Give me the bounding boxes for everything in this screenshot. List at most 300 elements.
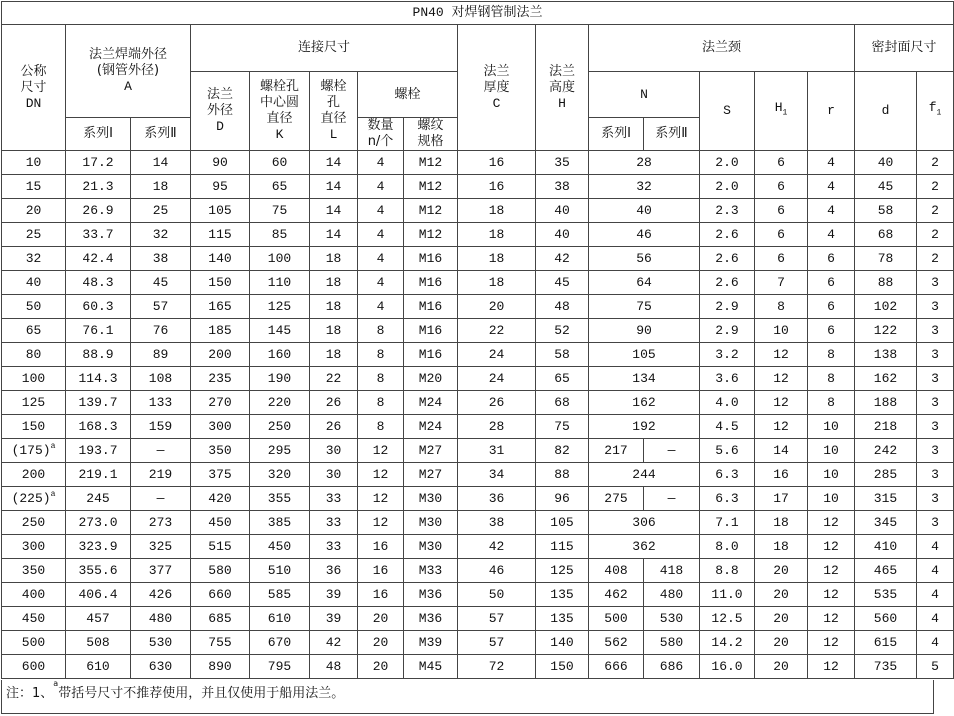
cell-h: 82 bbox=[536, 439, 589, 463]
bolt-thread-line1: 螺纹 bbox=[417, 118, 444, 133]
cell-thread: M16 bbox=[404, 343, 458, 367]
cell-n: 4 bbox=[358, 199, 404, 223]
cell-d: 150 bbox=[191, 271, 250, 295]
table-row bbox=[2, 487, 954, 511]
cell-dn-value: 20 bbox=[25, 202, 42, 218]
cell-n-series1: 408 bbox=[589, 559, 644, 583]
cell-n-merged: 28 bbox=[589, 151, 700, 175]
cell-n-series2: — bbox=[644, 487, 700, 511]
cell-h1: 6 bbox=[755, 175, 808, 199]
cell-d: 102 bbox=[855, 295, 917, 319]
cell-d: 515 bbox=[191, 535, 250, 559]
cell-thread: M24 bbox=[404, 415, 458, 439]
cell-n: 4 bbox=[358, 271, 404, 295]
table-row bbox=[2, 583, 954, 607]
cell-n-series2: 418 bbox=[644, 559, 700, 583]
cell-thread: M16 bbox=[404, 319, 458, 343]
n-series2-header: 系列Ⅱ bbox=[644, 118, 700, 151]
flange-table bbox=[1, 1, 954, 679]
cell-n-merged: 46 bbox=[589, 223, 700, 247]
cell-f1: 2 bbox=[917, 223, 954, 247]
cell-s: 2.3 bbox=[700, 199, 755, 223]
cell-h: 40 bbox=[536, 223, 589, 247]
cell-n: 8 bbox=[358, 319, 404, 343]
cell-d: 200 bbox=[191, 343, 250, 367]
bolt-qty-line2: n/个 bbox=[367, 134, 394, 149]
cell-n: 20 bbox=[358, 607, 404, 631]
cell-r: 6 bbox=[808, 319, 855, 343]
cell-k: 110 bbox=[250, 271, 310, 295]
k-header-line2: 中心圆 bbox=[259, 95, 299, 110]
table-row bbox=[2, 439, 954, 463]
cell-n-merged: 105 bbox=[589, 343, 700, 367]
cell-n: 12 bbox=[358, 463, 404, 487]
cell-s: 4.5 bbox=[700, 415, 755, 439]
cell-thread: M30 bbox=[404, 535, 458, 559]
table-row bbox=[2, 655, 954, 679]
table-row bbox=[2, 631, 954, 655]
cell-n-merged: 134 bbox=[589, 367, 700, 391]
cell-d: 78 bbox=[855, 247, 917, 271]
cell-l: 18 bbox=[310, 343, 358, 367]
d-outer-header bbox=[191, 72, 250, 151]
f1-header bbox=[917, 72, 954, 151]
cell-dn bbox=[2, 583, 66, 607]
cell-d: 235 bbox=[191, 367, 250, 391]
table-row bbox=[2, 271, 954, 295]
cell-a1: 273.0 bbox=[66, 511, 131, 535]
cell-f1: 3 bbox=[917, 367, 954, 391]
cell-a1: 610 bbox=[66, 655, 131, 679]
cell-dn-value: 100 bbox=[21, 370, 46, 386]
c-header-line3: C bbox=[492, 95, 501, 111]
cell-n: 12 bbox=[358, 511, 404, 535]
d-outer-line2: 外径 bbox=[206, 103, 233, 118]
cell-a1: 88.9 bbox=[66, 343, 131, 367]
cell-c: 16 bbox=[458, 175, 536, 199]
cell-k: 670 bbox=[250, 631, 310, 655]
cell-a2: 426 bbox=[131, 583, 191, 607]
cell-h: 52 bbox=[536, 319, 589, 343]
cell-s: 2.0 bbox=[700, 175, 755, 199]
cell-a1: 17.2 bbox=[66, 151, 131, 175]
l-header-line2: 孔 bbox=[326, 95, 340, 110]
cell-l: 18 bbox=[310, 319, 358, 343]
cell-d: 40 bbox=[855, 151, 917, 175]
cell-a2: 45 bbox=[131, 271, 191, 295]
cell-d: 285 bbox=[855, 463, 917, 487]
cell-h: 96 bbox=[536, 487, 589, 511]
cell-dn bbox=[2, 223, 66, 247]
cell-a2: 108 bbox=[131, 367, 191, 391]
cell-dn bbox=[2, 295, 66, 319]
cell-n: 8 bbox=[358, 391, 404, 415]
cell-d: 755 bbox=[191, 631, 250, 655]
h-header-line2: 高度 bbox=[548, 79, 575, 95]
cell-c: 42 bbox=[458, 535, 536, 559]
cell-d: 188 bbox=[855, 391, 917, 415]
cell-s: 16.0 bbox=[700, 655, 755, 679]
l-header-line4: L bbox=[329, 127, 338, 142]
h1-header bbox=[755, 72, 808, 151]
cell-k: 85 bbox=[250, 223, 310, 247]
cell-k: 510 bbox=[250, 559, 310, 583]
cell-thread: M36 bbox=[404, 607, 458, 631]
cell-r: 10 bbox=[808, 439, 855, 463]
cell-dn bbox=[2, 487, 66, 511]
cell-d: 450 bbox=[191, 511, 250, 535]
cell-f1: 3 bbox=[917, 343, 954, 367]
cell-c: 16 bbox=[458, 151, 536, 175]
cell-h1: 12 bbox=[755, 391, 808, 415]
h-header bbox=[536, 25, 589, 151]
cell-dn-value: 350 bbox=[21, 562, 46, 578]
cell-f1: 3 bbox=[917, 295, 954, 319]
cell-h: 115 bbox=[536, 535, 589, 559]
cell-n-series1: 666 bbox=[589, 655, 644, 679]
cell-k: 190 bbox=[250, 367, 310, 391]
bolt-qty-line1: 数量 bbox=[367, 118, 394, 133]
cell-n-merged: 244 bbox=[589, 463, 700, 487]
cell-dn bbox=[2, 367, 66, 391]
cell-dn bbox=[2, 607, 66, 631]
cell-dn-value: 65 bbox=[25, 322, 42, 338]
cell-f1: 3 bbox=[917, 319, 954, 343]
cell-r: 12 bbox=[808, 631, 855, 655]
cell-k: 320 bbox=[250, 463, 310, 487]
cell-h: 150 bbox=[536, 655, 589, 679]
table-row bbox=[2, 295, 954, 319]
cell-h1: 20 bbox=[755, 631, 808, 655]
cell-s: 6.3 bbox=[700, 487, 755, 511]
cell-s: 2.9 bbox=[700, 295, 755, 319]
cell-a2: 325 bbox=[131, 535, 191, 559]
cell-a1: 219.1 bbox=[66, 463, 131, 487]
cell-n-series2: 580 bbox=[644, 631, 700, 655]
cell-h: 140 bbox=[536, 631, 589, 655]
cell-a1: 168.3 bbox=[66, 415, 131, 439]
cell-dn bbox=[2, 415, 66, 439]
cell-n-series2: 480 bbox=[644, 583, 700, 607]
cell-l: 36 bbox=[310, 559, 358, 583]
cell-thread: M30 bbox=[404, 511, 458, 535]
cell-n-merged: 162 bbox=[589, 391, 700, 415]
cell-h1: 17 bbox=[755, 487, 808, 511]
cell-a1: 193.7 bbox=[66, 439, 131, 463]
cell-dn-value: 125 bbox=[21, 394, 46, 410]
cell-c: 20 bbox=[458, 295, 536, 319]
cell-dn-sup: a bbox=[50, 489, 56, 499]
cell-r: 8 bbox=[808, 367, 855, 391]
cell-k: 145 bbox=[250, 319, 310, 343]
cell-h1: 18 bbox=[755, 535, 808, 559]
cell-d: 465 bbox=[855, 559, 917, 583]
cell-h: 105 bbox=[536, 511, 589, 535]
cell-n: 12 bbox=[358, 487, 404, 511]
cell-k: 385 bbox=[250, 511, 310, 535]
cell-n: 16 bbox=[358, 583, 404, 607]
cell-n: 4 bbox=[358, 175, 404, 199]
cell-f1: 2 bbox=[917, 175, 954, 199]
table-row bbox=[2, 175, 954, 199]
footnote-text: 带括号尺寸不推荐使用，并且仅使用于船用法兰。 bbox=[58, 686, 345, 701]
cell-dn-value: 150 bbox=[21, 418, 46, 434]
cell-d: 185 bbox=[191, 319, 250, 343]
cell-c: 57 bbox=[458, 607, 536, 631]
cell-k: 610 bbox=[250, 607, 310, 631]
cell-dn-value: 300 bbox=[21, 538, 46, 554]
cell-n-series1: 462 bbox=[589, 583, 644, 607]
cell-n: 16 bbox=[358, 535, 404, 559]
cell-h1: 6 bbox=[755, 223, 808, 247]
cell-h1: 6 bbox=[755, 151, 808, 175]
cell-c: 24 bbox=[458, 367, 536, 391]
footnote-sup: a bbox=[53, 679, 59, 688]
cell-dn bbox=[2, 319, 66, 343]
cell-dn bbox=[2, 535, 66, 559]
cell-a1: 21.3 bbox=[66, 175, 131, 199]
c-header-line2: 厚度 bbox=[483, 79, 510, 95]
cell-l: 14 bbox=[310, 151, 358, 175]
h1-header-main: H bbox=[774, 100, 783, 116]
cell-dn bbox=[2, 343, 66, 367]
cell-f1: 2 bbox=[917, 247, 954, 271]
cell-h: 40 bbox=[536, 199, 589, 223]
cell-d: 350 bbox=[191, 439, 250, 463]
cell-d: 580 bbox=[191, 559, 250, 583]
cell-d: 735 bbox=[855, 655, 917, 679]
cell-n-merged: 40 bbox=[589, 199, 700, 223]
cell-k: 355 bbox=[250, 487, 310, 511]
cell-d: 138 bbox=[855, 343, 917, 367]
cell-h1: 6 bbox=[755, 199, 808, 223]
cell-dn-sup: a bbox=[50, 441, 56, 451]
cell-s: 2.0 bbox=[700, 151, 755, 175]
cell-l: 30 bbox=[310, 463, 358, 487]
cell-f1: 3 bbox=[917, 439, 954, 463]
cell-r: 10 bbox=[808, 463, 855, 487]
cell-k: 795 bbox=[250, 655, 310, 679]
cell-n: 8 bbox=[358, 415, 404, 439]
cell-dn-value: 25 bbox=[25, 226, 42, 242]
cell-dn bbox=[2, 247, 66, 271]
cell-c: 18 bbox=[458, 247, 536, 271]
bolt-thread-line2: 规格 bbox=[417, 134, 444, 149]
cell-r: 4 bbox=[808, 175, 855, 199]
cell-c: 50 bbox=[458, 583, 536, 607]
cell-h: 45 bbox=[536, 271, 589, 295]
cell-thread: M12 bbox=[404, 151, 458, 175]
cell-c: 24 bbox=[458, 343, 536, 367]
cell-r: 4 bbox=[808, 223, 855, 247]
d-outer-line1: 法兰 bbox=[206, 87, 233, 102]
cell-thread: M16 bbox=[404, 271, 458, 295]
cell-n: 12 bbox=[358, 439, 404, 463]
cell-thread: M12 bbox=[404, 223, 458, 247]
cell-n-series1: 217 bbox=[589, 439, 644, 463]
cell-f1: 3 bbox=[917, 415, 954, 439]
k-header-line4: K bbox=[275, 127, 284, 142]
cell-dn-value: 80 bbox=[25, 346, 42, 362]
k-header-line1: 螺栓孔 bbox=[259, 79, 299, 94]
cell-h1: 8 bbox=[755, 295, 808, 319]
cell-a2: 14 bbox=[131, 151, 191, 175]
neck-header: 法兰颈 bbox=[589, 25, 855, 72]
cell-n: 20 bbox=[358, 631, 404, 655]
cell-thread: M33 bbox=[404, 559, 458, 583]
cell-d: 95 bbox=[191, 175, 250, 199]
c-header bbox=[458, 25, 536, 151]
cell-r: 10 bbox=[808, 415, 855, 439]
h-header-line1: 法兰 bbox=[548, 63, 575, 79]
cell-h: 75 bbox=[536, 415, 589, 439]
cell-d: 560 bbox=[855, 607, 917, 631]
l-header-line3: 直径 bbox=[320, 111, 347, 126]
cell-d: 122 bbox=[855, 319, 917, 343]
cell-thread: M45 bbox=[404, 655, 458, 679]
cell-r: 8 bbox=[808, 391, 855, 415]
cell-dn-value: 600 bbox=[21, 658, 46, 674]
dn-header-line2: 尺寸 bbox=[20, 79, 47, 95]
cell-c: 22 bbox=[458, 319, 536, 343]
cell-n: 4 bbox=[358, 247, 404, 271]
cell-n-series2: 530 bbox=[644, 607, 700, 631]
dn-header-line3: DN bbox=[25, 95, 42, 111]
table-row bbox=[2, 559, 954, 583]
cell-h1: 12 bbox=[755, 415, 808, 439]
a-series1-header: 系列Ⅰ bbox=[66, 118, 131, 151]
cell-l: 33 bbox=[310, 535, 358, 559]
s-header: S bbox=[700, 72, 755, 151]
cell-s: 2.6 bbox=[700, 247, 755, 271]
cell-n-merged: 90 bbox=[589, 319, 700, 343]
cell-d: 45 bbox=[855, 175, 917, 199]
cell-a2: 89 bbox=[131, 343, 191, 367]
cell-a1: 26.9 bbox=[66, 199, 131, 223]
cell-h: 125 bbox=[536, 559, 589, 583]
cell-l: 26 bbox=[310, 391, 358, 415]
cell-dn-value: 50 bbox=[25, 298, 42, 314]
cell-d: 660 bbox=[191, 583, 250, 607]
cell-f1: 3 bbox=[917, 463, 954, 487]
cell-c: 18 bbox=[458, 223, 536, 247]
cell-r: 12 bbox=[808, 535, 855, 559]
cell-d: 90 bbox=[191, 151, 250, 175]
table-row bbox=[2, 223, 954, 247]
cell-d: 68 bbox=[855, 223, 917, 247]
a-group-line2: (钢管外径) bbox=[96, 63, 160, 78]
cell-dn bbox=[2, 655, 66, 679]
cell-r: 12 bbox=[808, 583, 855, 607]
cell-r: 12 bbox=[808, 559, 855, 583]
cell-n: 20 bbox=[358, 655, 404, 679]
cell-a1: 33.7 bbox=[66, 223, 131, 247]
cell-k: 125 bbox=[250, 295, 310, 319]
cell-h1: 16 bbox=[755, 463, 808, 487]
cell-l: 33 bbox=[310, 511, 358, 535]
cell-h: 88 bbox=[536, 463, 589, 487]
cell-dn bbox=[2, 439, 66, 463]
cell-dn-value: 450 bbox=[21, 610, 46, 626]
cell-f1: 3 bbox=[917, 487, 954, 511]
cell-l: 14 bbox=[310, 223, 358, 247]
cell-thread: M27 bbox=[404, 463, 458, 487]
cell-l: 14 bbox=[310, 175, 358, 199]
table-row bbox=[2, 151, 954, 175]
cell-n: 8 bbox=[358, 367, 404, 391]
cell-k: 295 bbox=[250, 439, 310, 463]
cell-f1: 3 bbox=[917, 511, 954, 535]
cell-l: 14 bbox=[310, 199, 358, 223]
cell-h1: 14 bbox=[755, 439, 808, 463]
cell-thread: M27 bbox=[404, 439, 458, 463]
cell-dn bbox=[2, 559, 66, 583]
cell-r: 4 bbox=[808, 199, 855, 223]
cell-d: 315 bbox=[855, 487, 917, 511]
cell-a1: 48.3 bbox=[66, 271, 131, 295]
cell-n-series2: 686 bbox=[644, 655, 700, 679]
cell-c: 26 bbox=[458, 391, 536, 415]
cell-h: 58 bbox=[536, 343, 589, 367]
cell-l: 42 bbox=[310, 631, 358, 655]
cell-s: 11.0 bbox=[700, 583, 755, 607]
cell-a1: 245 bbox=[66, 487, 131, 511]
bolt-qty-header bbox=[358, 118, 404, 151]
cell-k: 585 bbox=[250, 583, 310, 607]
cell-d: 375 bbox=[191, 463, 250, 487]
cell-s: 8.8 bbox=[700, 559, 755, 583]
cell-dn-value: 15 bbox=[25, 178, 42, 194]
cell-a2: 377 bbox=[131, 559, 191, 583]
table-row bbox=[2, 343, 954, 367]
cell-r: 12 bbox=[808, 511, 855, 535]
table-body bbox=[2, 151, 954, 679]
cell-a2: 76 bbox=[131, 319, 191, 343]
cell-n: 4 bbox=[358, 151, 404, 175]
cell-l: 30 bbox=[310, 439, 358, 463]
cell-dn-value: (225) bbox=[11, 490, 51, 506]
f1-header-main: f bbox=[928, 100, 937, 116]
cell-d: 270 bbox=[191, 391, 250, 415]
cell-l: 26 bbox=[310, 415, 358, 439]
cell-d: 105 bbox=[191, 199, 250, 223]
dn-header bbox=[2, 25, 66, 151]
h1-header-sub: 1 bbox=[782, 108, 788, 118]
cell-f1: 4 bbox=[917, 535, 954, 559]
cell-a2: 38 bbox=[131, 247, 191, 271]
cell-n-merged: 362 bbox=[589, 535, 700, 559]
cell-h: 48 bbox=[536, 295, 589, 319]
cell-f1: 4 bbox=[917, 583, 954, 607]
cell-a2: 57 bbox=[131, 295, 191, 319]
cell-thread: M12 bbox=[404, 199, 458, 223]
cell-d: 420 bbox=[191, 487, 250, 511]
cell-a2: 530 bbox=[131, 631, 191, 655]
r-header: r bbox=[808, 72, 855, 151]
k-header-line3: 直径 bbox=[266, 111, 293, 126]
cell-dn-value: 250 bbox=[21, 514, 46, 530]
cell-dn-value: 400 bbox=[21, 586, 46, 602]
cell-a2: 159 bbox=[131, 415, 191, 439]
cell-f1: 4 bbox=[917, 559, 954, 583]
cell-dn bbox=[2, 271, 66, 295]
cell-dn bbox=[2, 511, 66, 535]
cell-f1: 4 bbox=[917, 631, 954, 655]
cell-a2: 480 bbox=[131, 607, 191, 631]
cell-h: 68 bbox=[536, 391, 589, 415]
a-series2-header: 系列Ⅱ bbox=[131, 118, 191, 151]
f1-header-sub: 1 bbox=[936, 108, 942, 118]
